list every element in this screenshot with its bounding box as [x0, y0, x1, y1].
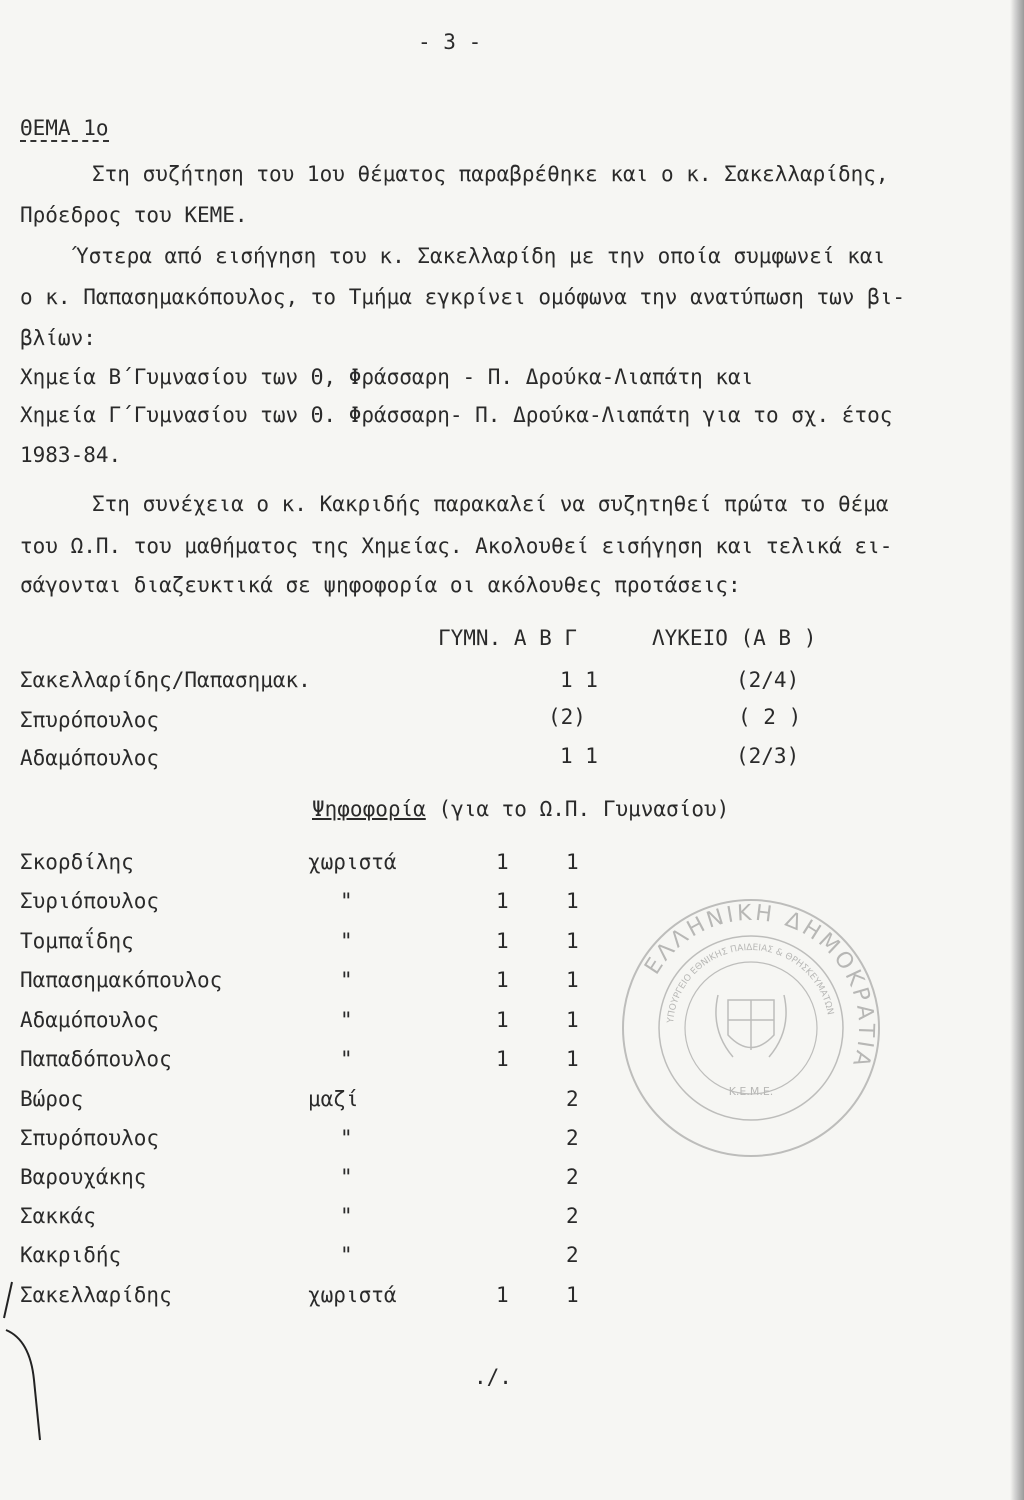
- vote-member-name: Σακκάς: [20, 1204, 96, 1228]
- page-edge-shadow: [1010, 0, 1024, 1500]
- paragraph-line: βλίων:: [20, 326, 96, 350]
- vote-value-a: 1: [496, 889, 509, 913]
- vote-member-name: Συριόπουλος: [20, 889, 160, 913]
- page-number: - 3 -: [418, 30, 482, 54]
- vote-title-rest: (για το Ω.Π. Γυμνασίου): [438, 797, 730, 821]
- vote-mode: ": [340, 1008, 353, 1032]
- proposal-gym: 1 1: [560, 744, 598, 768]
- vote-mode: ": [340, 1047, 353, 1071]
- paragraph-line: σάγονται διαζευκτικά σε ψηφοφορία οι ακόλουθες προτάσεις:: [20, 573, 741, 597]
- svg-text:Κ.Ε.Μ.Ε.: Κ.Ε.Μ.Ε.: [728, 1085, 774, 1098]
- vote-mode: ": [340, 1243, 353, 1267]
- vote-value-b: 1: [566, 1008, 579, 1032]
- vote-mode: χωριστά: [308, 1283, 397, 1307]
- paragraph-line: Ύστερα από εισήγηση του κ. Σακελλαρίδη με την οποία συμφωνεί και: [76, 244, 886, 268]
- proposals-header-gym: ΓΥΜΝ. Α Β Γ: [438, 626, 578, 650]
- vote-member-name: Βαρουχάκης: [20, 1165, 147, 1189]
- vote-value-b: 2: [566, 1126, 579, 1150]
- vote-member-name: Σπυρόπουλος: [20, 1126, 160, 1150]
- vote-value-a: 1: [496, 850, 509, 874]
- vote-member-name: Σκορδίλης: [20, 850, 134, 874]
- vote-value-b: 2: [566, 1204, 579, 1228]
- vote-member-name: Παπασημακόπουλος: [20, 968, 223, 992]
- vote-mode: ": [340, 1204, 353, 1228]
- proposals-header-lyceum: ΛΥΚΕΙΟ (Α Β ): [652, 626, 817, 650]
- book-line: Χημεία Β΄Γυμνασίου των Θ, Φράσσαρη - Π. Δρούκα-Λιαπάτη και: [20, 365, 754, 389]
- section-heading: ΘΕΜΑ 1ο: [20, 116, 109, 140]
- vote-mode: ": [340, 1165, 353, 1189]
- vote-member-name: Σακελλαρίδης: [20, 1283, 172, 1307]
- svg-text:ΕΛΛΗΝΙΚΗ ΔΗΜΟΚΡΑΤΙΑ: ΕΛΛΗΝΙΚΗ ΔΗΜΟΚΡΑΤΙΑ: [640, 900, 879, 1073]
- vote-mode: ": [340, 889, 353, 913]
- book-line: Χημεία Γ΄Γυμνασίου των Θ. Φράσσαρη- Π. Δρούκα-Λιαπάτη για το σχ. έτος: [20, 403, 893, 427]
- vote-value-b: 1: [566, 1283, 579, 1307]
- vote-value-b: 1: [566, 929, 579, 953]
- vote-mode: ": [340, 968, 353, 992]
- vote-value-b: 2: [566, 1165, 579, 1189]
- vote-value-b: 1: [566, 968, 579, 992]
- paragraph-line: του Ω.Π. του μαθήματος της Χημείας. Ακολουθεί εισήγηση και τελικά ει-: [20, 534, 893, 558]
- vote-value-b: 1: [566, 850, 579, 874]
- vote-value-a: 1: [496, 1283, 509, 1307]
- vote-value-b: 1: [566, 1047, 579, 1071]
- paragraph-line: ο κ. Παπασημακόπουλος, το Τμήμα εγκρίνει ομόφωνα την ανατύπωση των βι-: [20, 285, 906, 309]
- proposal-gym: 1 1: [560, 668, 598, 692]
- vote-member-name: Βώρος: [20, 1087, 84, 1111]
- handwritten-margin-mark: [0, 1270, 60, 1450]
- official-seal: [618, 895, 884, 1161]
- continuation-mark: ./.: [474, 1365, 512, 1389]
- vote-member-name: Τομπαΐδης: [20, 929, 134, 953]
- vote-value-b: 2: [566, 1087, 579, 1111]
- vote-value-a: 1: [496, 1008, 509, 1032]
- vote-title-underlined: Ψηφοφορία: [312, 797, 426, 821]
- vote-mode: ": [340, 1126, 353, 1150]
- proposal-name: Αδαμόπουλος: [20, 746, 160, 770]
- proposal-name: Σακελλαρίδης/Παπασημακ.: [20, 668, 311, 692]
- vote-mode: ": [340, 929, 353, 953]
- vote-value-a: 1: [496, 1047, 509, 1071]
- vote-title: [312, 797, 729, 821]
- paragraph-line: Στη συζήτηση του 1ου θέματος παραβρέθηκε και ο κ. Σακελλαρίδης,: [92, 162, 889, 186]
- svg-text:ΥΠΟΥΡΓΕΙΟ ΕΘΝΙΚΗΣ ΠΑΙΔΕΙΑΣ & Θ: ΥΠΟΥΡΓΕΙΟ ΕΘΝΙΚΗΣ ΠΑΙΔΕΙΑΣ & ΘΡΗΣΚΕΥΜΑΤΩΝ: [666, 942, 835, 1024]
- book-line: 1983-84.: [20, 443, 122, 467]
- vote-value-a: 1: [496, 929, 509, 953]
- proposal-name: Σπυρόπουλος: [20, 708, 160, 732]
- vote-mode: μαζί: [308, 1087, 359, 1111]
- proposal-lyceum: ( 2 ): [738, 705, 802, 729]
- vote-value-a: 1: [496, 968, 509, 992]
- vote-value-b: 2: [566, 1243, 579, 1267]
- vote-member-name: Παπαδόπουλος: [20, 1047, 172, 1071]
- vote-member-name: Αδαμόπουλος: [20, 1008, 160, 1032]
- vote-mode: χωριστά: [308, 850, 397, 874]
- proposal-lyceum: (2/4): [736, 668, 800, 692]
- paragraph-line: Πρόεδρος του ΚΕΜΕ.: [20, 203, 248, 227]
- vote-member-name: Κακριδής: [20, 1243, 122, 1267]
- paragraph-line: Στη συνέχεια ο κ. Κακριδής παρακαλεί να συζητηθεί πρώτα το θέμα: [92, 492, 889, 516]
- vote-value-b: 1: [566, 889, 579, 913]
- proposal-gym: (2): [548, 705, 586, 729]
- proposal-lyceum: (2/3): [736, 744, 800, 768]
